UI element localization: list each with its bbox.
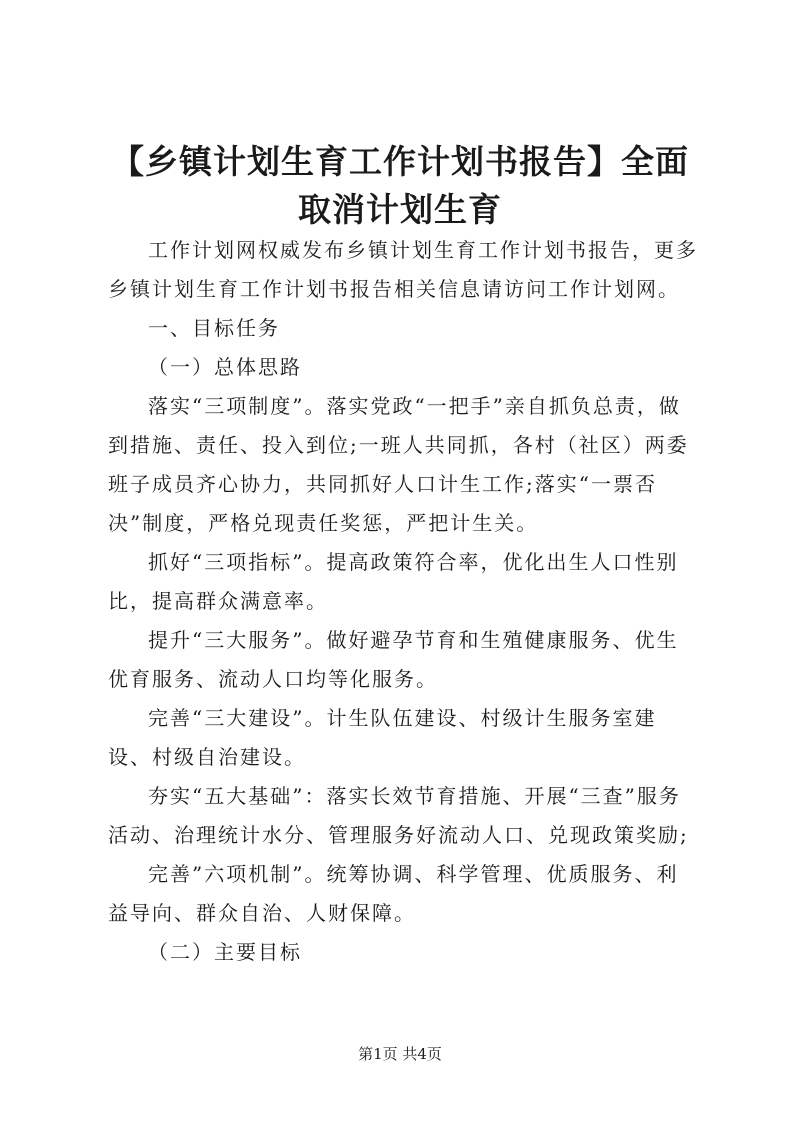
- subsection-heading-overall: （一）总体思路: [148, 355, 302, 379]
- paragraph-three-systems: 落实“三项制度”。落实党政“一把手”亲自抓负总责，做到措施、责任、投入到位;一班人共同抓，各村（社区）两委班子成员齐心协力，共同抓好人口计生工作;落实“一票否决”制度，严格兑现责任奖惩，严把计生关。: [108, 394, 689, 535]
- paragraph-six-mechanisms: 完善”六项机制”。统筹协调、科学管理、优质服务、利益导向、群众自治、人财保障。: [108, 862, 679, 925]
- paragraph-five-foundations: 夯实“五大基础”：落实长效节育措施、开展“三查”服务活动、治理统计水分、管理服务好流动人口、兑现政策奖励;: [108, 784, 689, 847]
- section-heading-goals: 一、目标任务: [148, 316, 280, 340]
- paragraph-three-constructions: 完善“三大建设”。计生队伍建设、村级计生服务室建设、村级自治建设。: [108, 706, 657, 769]
- document-body: [108, 231, 698, 972]
- paragraph-three-indicators: 抓好“三项指标”。提高政策符合率，优化出生人口性别比，提高群众满意率。: [108, 550, 679, 613]
- document-title: 【乡镇计划生育工作计划书报告】全面取消计划生育: [111, 142, 689, 229]
- paragraph-three-services: 提升“三大服务”。做好避孕节育和生殖健康服务、优生优育服务、流动人口均等化服务。: [108, 628, 679, 691]
- page-number-footer: 第1页 共4页: [358, 1045, 442, 1063]
- intro-paragraph: 工作计划网权威发布乡镇计划生育工作计划书报告，更多乡镇计划生育工作计划书报告相关信息请访问工作计划网。: [108, 238, 698, 301]
- subsection-heading-main-goals: （二）主要目标: [148, 940, 302, 964]
